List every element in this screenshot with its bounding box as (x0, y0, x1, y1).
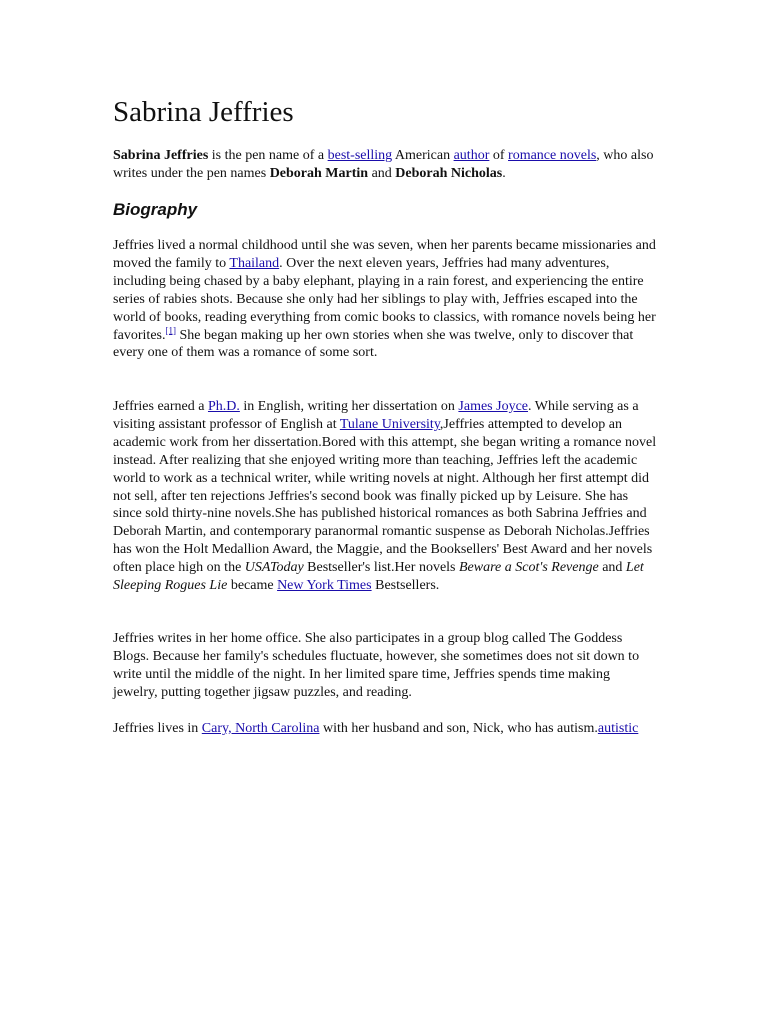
paragraph-text: Bestseller's list.Her novels (303, 560, 459, 576)
link-best-selling[interactable]: best-selling (327, 148, 393, 163)
subject-name: Sabrina Jeffries (113, 148, 209, 163)
link-phd[interactable]: Ph.D. (207, 399, 240, 414)
paragraph-text: Jeffries lived a normal childhood until she was seven, when her parents became missionaries and moved the family to (113, 238, 656, 271)
article-content (113, 92, 658, 736)
lead-text: and (368, 165, 396, 181)
link-james-joyce[interactable]: James Joyce (458, 399, 528, 414)
usatoday-title: USAToday (244, 560, 304, 576)
paragraph-text: Bestsellers. (371, 578, 440, 594)
paragraph-text: Jeffries lives in (113, 721, 202, 736)
pen-name: Deborah Martin (269, 165, 369, 181)
link-cary-north-carolina[interactable]: Cary, North Carolina (201, 721, 320, 736)
paragraph-text: ,Jeffries attempted to develop an academic work from her dissertation.Bored with this attempt, she began writing a romance novel instead. After realizing that she enjoyed writing more than teaching, Jeffries left the academic world to work as a technical writer, while writing novels at night. Although her first attempt did not sell, after ten rejections Jeffries's second book was finally picked up by Leisure. She has since sold thirty-nine novels.She has published historical romances as both Sabrina Jeffries and Deborah Martin, and contemporary paranormal romantic suspense as Deborah Nicholas.Jeffries has won the Holt Medallion Award, the Maggie, and the Booksellers' Best Award and her novels often place high on the (113, 416, 657, 576)
paragraph-text: . While serving as a visiting assistant professor of English at (113, 399, 639, 432)
link-new-york-times[interactable]: New York Times (277, 578, 372, 594)
link-author[interactable]: author (453, 148, 490, 163)
book-title: Let Sleeping Rogues Lie (113, 560, 644, 594)
lead-text: of (489, 148, 509, 163)
paragraph-text: with her husband and son, Nick, who has autism. (319, 721, 598, 736)
lead-text: American (392, 148, 454, 163)
family-paragraph (113, 720, 658, 738)
lead-text: , who also writes under the pen names (113, 148, 654, 181)
lead-text: is the pen name of a (208, 148, 328, 163)
link-romance-novels[interactable]: romance novels (508, 148, 597, 163)
paragraph-text: in English, writing her dissertation on (239, 399, 459, 414)
paragraph-text: and (598, 560, 626, 576)
book-title: Beware a Scot's Revenge (459, 560, 599, 576)
reference-link[interactable]: [1] (165, 324, 176, 335)
paragraph-text: She began making up her own stories when she was twelve, only to discover that every one of them was a romance of some sort. (113, 327, 634, 361)
link-thailand[interactable]: Thailand (229, 255, 280, 271)
career-paragraph (113, 398, 658, 595)
lead-paragraph (113, 147, 658, 183)
paragraph-text: . Over the next eleven years, Jeffries had many adventures, including being chased by a baby elephant, playing in a rain forest, and experiencing the entire series of rabies shots. Because she only had her siblings to play with, Jeffries escaped into the world of books, reading everything from comic books to classics, with romance novels being her favorites. (113, 255, 656, 343)
pen-name: Deborah Nicholas (395, 165, 503, 181)
paragraph-text: Jeffries earned a (113, 399, 208, 414)
biography-heading: Biography (113, 200, 198, 219)
link-autistic[interactable]: autistic (597, 721, 639, 736)
biography-paragraph (113, 237, 658, 362)
page-title: Sabrina Jeffries (113, 96, 294, 128)
lead-text: . (502, 165, 506, 181)
hobbies-paragraph: Jeffries writes in her home office. She also participates in a group blog called The Goddess Blogs. Because her family's schedules fluctuate, however, she sometimes does not sit down to write until the middle of the night. In her limited spare time, Jeffries spends time making jewelry, putting together jigsaw puzzles, and reading. (113, 631, 640, 700)
paragraph-text: became (227, 578, 278, 594)
link-tulane-university[interactable]: Tulane University (339, 416, 440, 432)
